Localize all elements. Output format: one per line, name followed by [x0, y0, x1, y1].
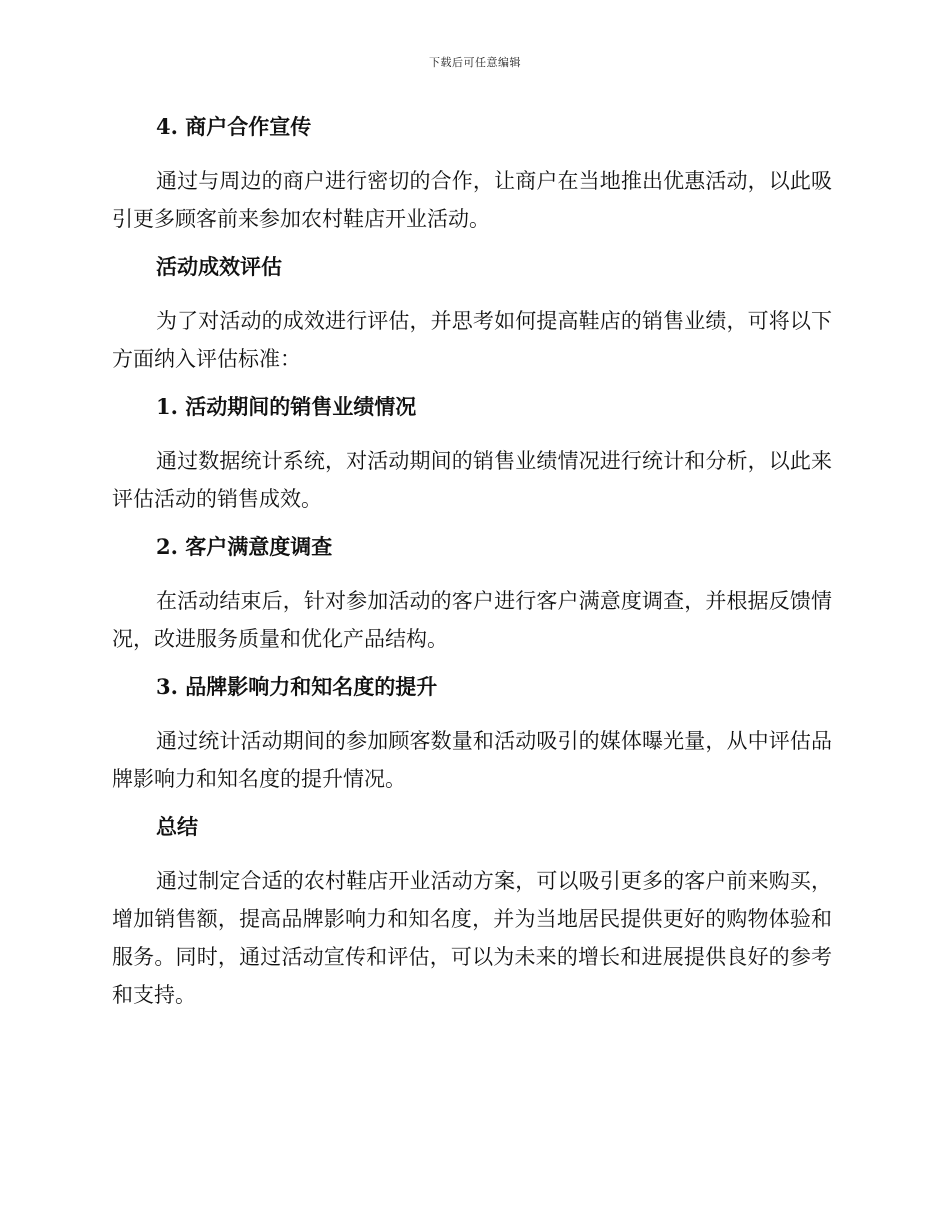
page-header: 下载后可任意编辑 — [429, 56, 521, 69]
section-paragraph-brand-influence: 通过统计活动期间的参加顾客数量和活动吸引的媒体曝光量，从中评估品牌影响力和知名度的提升情况。 — [112, 729, 832, 791]
section-paragraph-evaluation: 为了对活动的成效进行评估，并思考如何提高鞋店的销售业绩，可将以下方面纳入评估标准： — [112, 309, 832, 371]
section-heading-summary: 总结 — [156, 814, 198, 839]
section-paragraph-merchant-cooperation: 通过与周边的商户进行密切的合作，让商户在当地推出优惠活动，以此吸引更多顾客前来参加农村鞋店开业活动。 — [112, 169, 832, 231]
section-paragraph-summary: 通过制定合适的农村鞋店开业活动方案，可以吸引更多的客户前来购买，增加销售额，提高品牌影响力和知名度，并为当地居民提供更好的购物体验和服务。同时，通过活动宣传和评估，可以为未来的增长和进展提供良好的参考和支持。 — [112, 869, 832, 1007]
section-heading-customer-satisfaction: 2. 客户满意度调查 — [156, 534, 333, 559]
document-body — [112, 110, 832, 1026]
section-paragraph-customer-satisfaction: 在活动结束后，针对参加活动的客户进行客户满意度调查，并根据反馈情况，改进服务质量和优化产品结构。 — [112, 589, 832, 651]
section-heading-evaluation: 活动成效评估 — [156, 254, 282, 279]
section-heading-sales-performance: 1. 活动期间的销售业绩情况 — [156, 394, 417, 419]
section-heading-merchant-cooperation: 4. 商户合作宣传 — [156, 114, 312, 139]
section-paragraph-sales-performance: 通过数据统计系统，对活动期间的销售业绩情况进行统计和分析，以此来评估活动的销售成效。 — [112, 449, 832, 511]
section-heading-brand-influence: 3. 品牌影响力和知名度的提升 — [156, 674, 438, 699]
